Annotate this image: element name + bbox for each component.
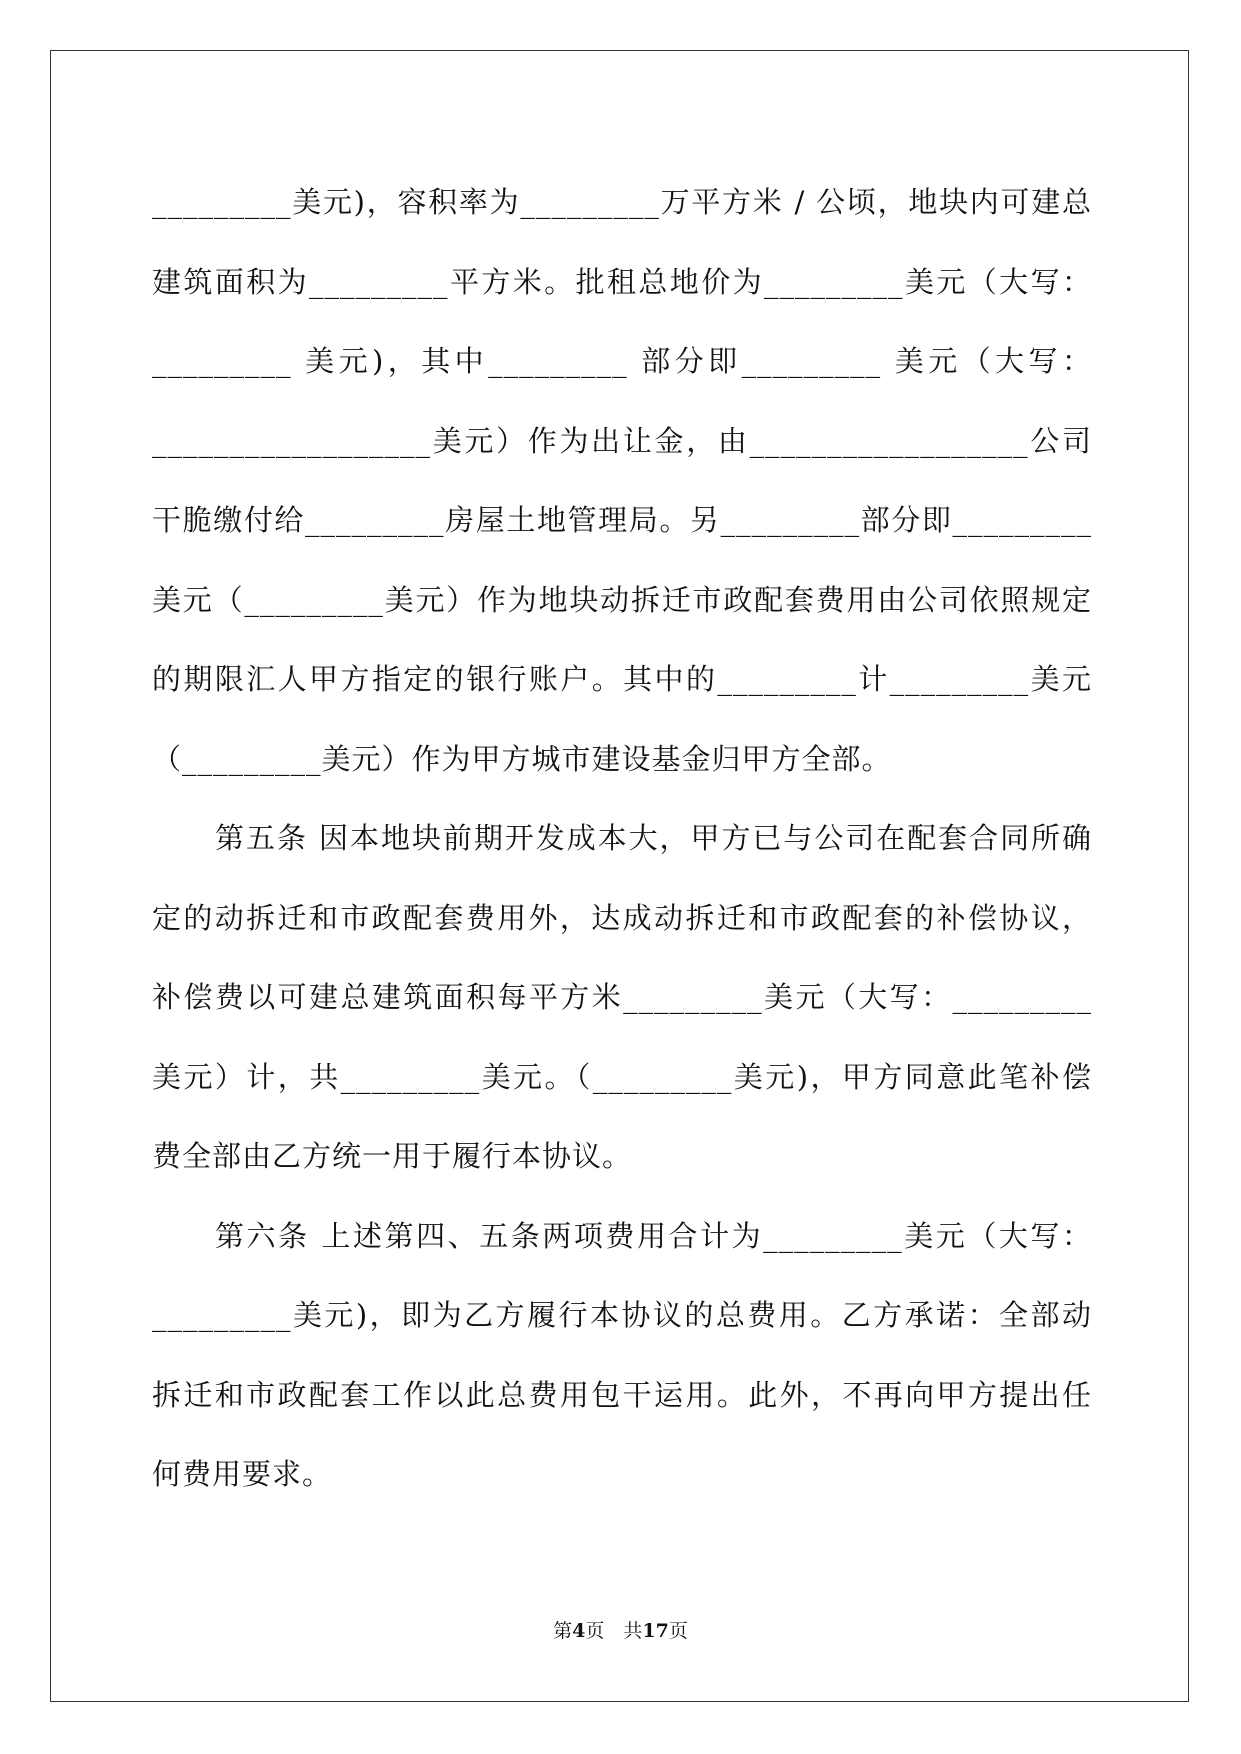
text-line: 美元（_________美元）作为地块动拆迁市政配套费用由公司依照规定 <box>152 582 1092 617</box>
text-line: __________________美元）作为出让金，由__________________公司 <box>152 423 1092 458</box>
document-body <box>152 163 1092 1515</box>
text-line: 拆迁和市政配套工作以此总费用包干运用。此外，不再向甲方提出任 <box>152 1377 1092 1412</box>
article-5-heading-line: 第五条 因本地块前期开发成本大，甲方已与公司在配套合同所确 <box>215 821 1092 855</box>
page-number-footer <box>0 1616 1241 1643</box>
text-line: 补偿费以可建总建筑面积每平方米_________美元（大写：_________ <box>152 980 1092 1014</box>
text-line: _________ 美元)，其中_________ 部分即_________ 美元（大写： <box>152 344 1092 378</box>
text-line: 定的动拆迁和市政配套费用外，达成动拆迁和市政配套的补偿协议， <box>152 900 1092 935</box>
total-pages-number: 17 <box>642 1620 669 1642</box>
text-line: 何费用要求。 <box>152 1457 333 1491</box>
text-line: 的期限汇人甲方指定的银行账户。其中的_________计_________美元 <box>152 662 1092 696</box>
page-prefix: 第 <box>553 1620 573 1642</box>
text-line: 费全部由乙方统一用于履行本协议。 <box>152 1139 633 1173</box>
text-line: _________美元)，容积率为_________万平方米 / 公顷，地块内可建总 <box>152 185 1092 219</box>
page-mid: 页 共 <box>585 1620 643 1642</box>
text-line: 建筑面积为_________平方米。批租总地价为_________美元（大写： <box>152 264 1092 299</box>
page-suffix: 页 <box>668 1620 688 1642</box>
text-line: 美元）计，共_________美元。（_________美元)，甲方同意此笔补偿 <box>152 1059 1092 1094</box>
text-line: （_________美元）作为甲方城市建设基金归甲方全部。 <box>152 741 892 776</box>
article-6-heading-line: 第六条 上述第四、五条两项费用合计为_________美元（大写： <box>215 1218 1092 1253</box>
text-line: _________美元)，即为乙方履行本协议的总费用。乙方承诺：全部动 <box>152 1298 1092 1332</box>
text-line: 干脆缴付给_________房屋土地管理局。另_________部分即_________ <box>152 503 1092 537</box>
current-page-number: 4 <box>572 1620 586 1642</box>
